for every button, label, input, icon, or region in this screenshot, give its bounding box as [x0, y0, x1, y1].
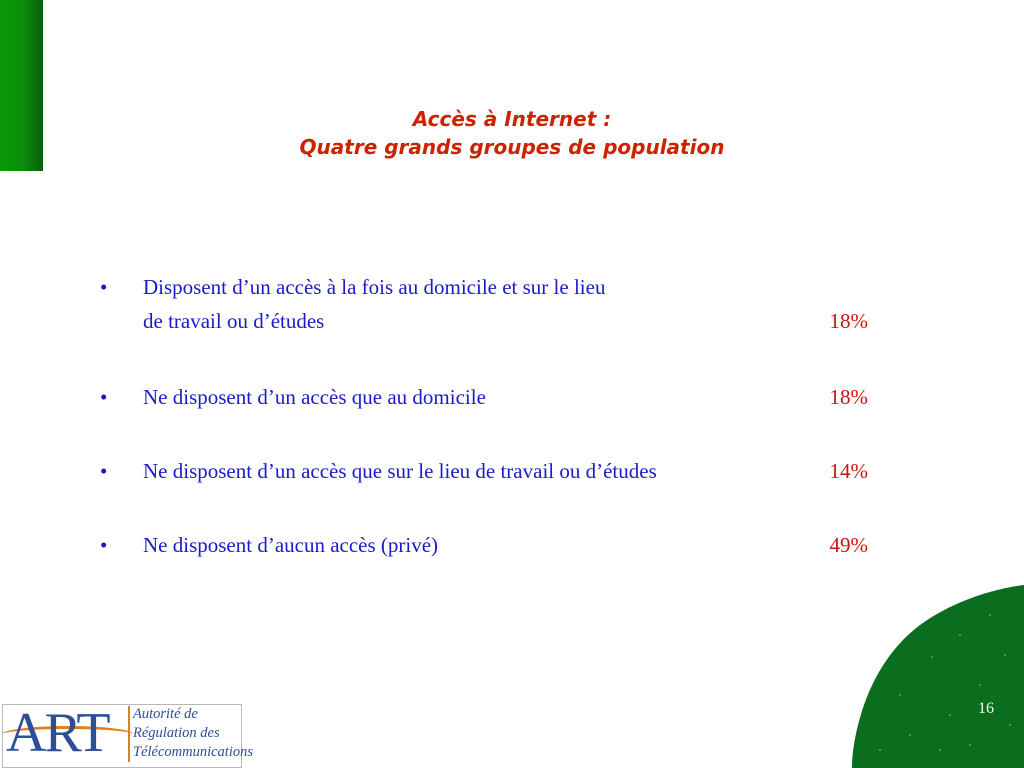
bullet-text-line-1: Disposent d’un accès à la fois au domicile et sur le lieu [143, 275, 606, 299]
logo-text-line-1: Autorité de [133, 706, 198, 722]
bullet-marker: • [100, 275, 108, 299]
page-number: 16 [978, 700, 994, 717]
art-logo [0, 700, 254, 768]
bullet-text: Ne disposent d’un accès que au domicile [143, 385, 486, 409]
title-line-1: Accès à Internet : [412, 107, 612, 131]
bullet-marker: • [100, 385, 108, 409]
bullet-item [100, 270, 880, 338]
bullet-item [100, 454, 880, 488]
title-line-2: Quatre grands groupes de population [299, 135, 725, 159]
bullet-text-line-2: de travail ou d’études [143, 309, 325, 333]
bullet-marker: • [100, 459, 108, 483]
bullet-item [100, 380, 880, 414]
bullet-text: Ne disposent d’aucun accès (privé) [143, 533, 439, 557]
bullet-percent: 14% [829, 459, 868, 483]
logo-text [133, 705, 253, 762]
bullet-text: Ne disposent d’un accès que sur le lieu de travail ou d’études [143, 459, 657, 483]
bullet-percent: 18% [829, 385, 868, 409]
bullet-item [100, 528, 880, 562]
green-blob-decoration [840, 585, 1024, 768]
logo-separator [128, 706, 130, 762]
slide-title [0, 105, 1024, 161]
logo-text-line-2: Régulation des [133, 725, 220, 741]
bullet-percent: 18% [829, 309, 868, 333]
logo-text-line-3: Télécommunications [133, 744, 254, 760]
bullet-text [143, 270, 880, 338]
bullet-percent: 49% [829, 533, 868, 557]
bullet-marker: • [100, 533, 108, 557]
logo-mark: ART [6, 702, 109, 764]
bullet-list [100, 270, 880, 557]
